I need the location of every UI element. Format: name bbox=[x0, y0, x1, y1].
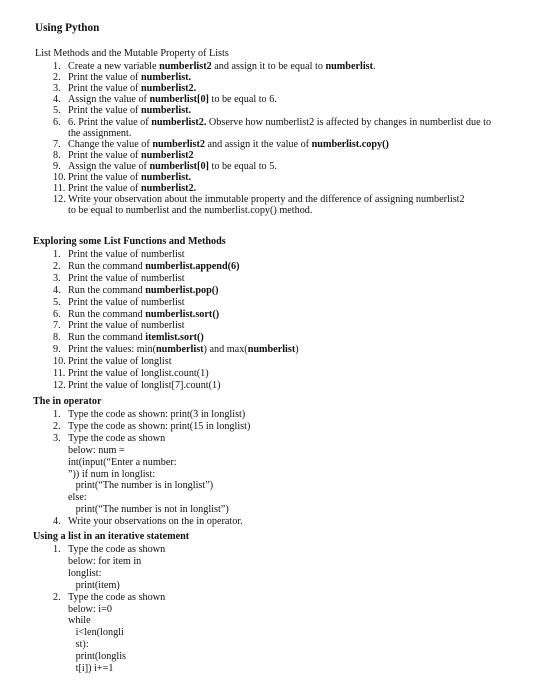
step-fragment: ) and max( bbox=[203, 344, 248, 356]
step-fragment: Change the value of bbox=[68, 138, 153, 150]
step-fragment: Type the code as shown: print(3 in longlist) bbox=[68, 409, 246, 420]
step-number: 3. bbox=[53, 432, 61, 444]
step-text bbox=[68, 183, 196, 194]
step-number: 4. bbox=[53, 516, 61, 528]
step-continuation bbox=[68, 639, 89, 650]
step-number: 1. bbox=[53, 249, 61, 260]
step-fragment: Observe how numberlist2 is affected by changes in numberlist due to bbox=[206, 116, 492, 128]
step-fragment: Print the value of numberlist bbox=[68, 249, 185, 260]
bold-term: numberlist.append(6) bbox=[145, 260, 240, 272]
step-fragment: and assign it to be equal to bbox=[211, 61, 326, 72]
step-text bbox=[68, 309, 219, 320]
step-continuation bbox=[68, 128, 131, 139]
step-text bbox=[68, 117, 491, 128]
step-fragment: to be equal to 5. bbox=[208, 160, 277, 172]
step-number: 2. bbox=[53, 420, 61, 432]
step-continuation bbox=[68, 492, 87, 503]
step-continuation bbox=[68, 663, 113, 674]
step-continuation bbox=[68, 604, 112, 615]
step-fragment: Print the value of bbox=[68, 83, 141, 95]
step-text bbox=[68, 61, 376, 72]
step-number: 4. bbox=[53, 94, 61, 106]
step-text bbox=[68, 433, 165, 444]
step-fragment: while bbox=[68, 615, 91, 627]
step-fragment: print(“The number is not in longlist”) bbox=[68, 504, 229, 516]
step-text bbox=[68, 139, 389, 150]
step-number: 1. bbox=[53, 61, 61, 72]
step-fragment: t[i]) i+=1 bbox=[68, 663, 114, 674]
step-continuation bbox=[68, 457, 177, 468]
step-fragment: Print the value of numberlist bbox=[68, 272, 185, 284]
step-continuation bbox=[68, 627, 124, 638]
step-continuation bbox=[68, 580, 120, 591]
step-number: 1. bbox=[53, 544, 61, 555]
step-fragment: Print the value of longlist.count(1) bbox=[68, 368, 209, 379]
step-number: 9. bbox=[53, 160, 61, 172]
step-fragment: Type the code as shown bbox=[68, 432, 166, 444]
bold-term: numberlist2. bbox=[141, 183, 197, 195]
step-number: 7. bbox=[53, 320, 61, 332]
step-fragment: ) bbox=[295, 344, 299, 356]
step-text bbox=[68, 94, 277, 105]
section-heading-list-functions: Exploring some List Functions and Methods bbox=[33, 236, 226, 247]
step-fragment: to be equal to 6. bbox=[208, 94, 277, 106]
step-continuation bbox=[68, 504, 229, 515]
step-fragment: Print the values: min( bbox=[68, 344, 156, 356]
step-fragment: Type the code as shown: print(15 in longlist) bbox=[68, 420, 251, 432]
step-number: 7. bbox=[53, 138, 61, 150]
step-number: 8. bbox=[53, 332, 61, 344]
step-fragment: Create a new variable bbox=[68, 61, 160, 72]
step-number: 11. bbox=[53, 183, 66, 195]
step-text bbox=[68, 592, 165, 603]
bold-term: numberlist[0] bbox=[149, 94, 209, 106]
step-text bbox=[68, 105, 191, 116]
step-continuation bbox=[68, 480, 213, 491]
step-text bbox=[68, 297, 185, 308]
step-number: 8. bbox=[53, 149, 61, 161]
step-fragment: . bbox=[373, 61, 376, 72]
step-fragment: Run the command bbox=[68, 260, 146, 272]
step-fragment: Print the value of bbox=[68, 149, 141, 161]
step-text bbox=[68, 320, 185, 331]
bold-term: numberlist2 bbox=[159, 61, 212, 72]
section-heading-list-methods: List Methods and the Mutable Property of Lists bbox=[35, 48, 229, 59]
step-text bbox=[68, 421, 250, 432]
bold-term: numberlist2 bbox=[152, 138, 205, 150]
step-fragment: Assign the value of bbox=[68, 160, 150, 172]
step-number: 10. bbox=[53, 356, 66, 368]
step-fragment: Type the code as shown bbox=[68, 591, 166, 603]
step-text bbox=[68, 380, 221, 391]
step-text bbox=[68, 516, 243, 527]
step-fragment: Type the code as shown bbox=[68, 544, 166, 555]
step-number: 3. bbox=[53, 272, 61, 284]
step-text bbox=[68, 356, 172, 367]
bold-term: itemlist.sort() bbox=[145, 332, 204, 344]
step-number: 2. bbox=[53, 72, 61, 84]
step-text bbox=[68, 344, 299, 355]
step-fragment: Write your observation about the immutable property and the difference of assigning numberlist2 bbox=[68, 194, 465, 206]
step-fragment: Print the value of numberlist bbox=[68, 296, 185, 308]
step-text bbox=[68, 172, 191, 183]
step-fragment: below: i=0 bbox=[68, 603, 112, 615]
bold-term: numberlist2. bbox=[141, 83, 197, 95]
step-fragment: ”)) if num in longlist: bbox=[68, 468, 156, 480]
step-fragment: st): bbox=[68, 639, 89, 651]
step-fragment: Run the command bbox=[68, 284, 146, 296]
bold-term: numberlist[0] bbox=[149, 160, 209, 172]
step-number: 3. bbox=[53, 83, 61, 95]
bold-term: numberlist.copy() bbox=[311, 138, 389, 150]
step-text bbox=[68, 150, 194, 161]
step-text bbox=[68, 261, 240, 272]
bold-term: numberlist. bbox=[141, 72, 192, 84]
step-continuation bbox=[68, 568, 101, 579]
bold-term: numberlist2 bbox=[141, 149, 194, 161]
step-text bbox=[68, 83, 196, 94]
step-fragment: Run the command bbox=[68, 308, 146, 320]
step-number: 4. bbox=[53, 284, 61, 296]
step-text bbox=[68, 161, 277, 172]
step-continuation bbox=[68, 615, 91, 626]
step-fragment: the assignment. bbox=[68, 127, 132, 139]
step-fragment: else: bbox=[68, 492, 87, 504]
step-continuation bbox=[68, 469, 155, 480]
step-fragment: and assign it the value of bbox=[204, 138, 312, 150]
step-fragment: 6. Print the value of bbox=[68, 116, 152, 128]
step-number: 9. bbox=[53, 344, 61, 356]
step-number: 5. bbox=[53, 296, 61, 308]
bold-term: numberlist. bbox=[141, 105, 192, 117]
step-number: 6. bbox=[53, 308, 61, 320]
step-fragment: print(longlis bbox=[68, 651, 127, 663]
step-text bbox=[68, 72, 191, 83]
step-fragment: Write your observations on the in operator. bbox=[68, 516, 243, 528]
bold-term: numberlist.sort() bbox=[145, 308, 220, 320]
step-fragment: Print the value of longlist[7].count(1) bbox=[68, 379, 221, 391]
step-fragment: Print the value of longlist bbox=[68, 356, 172, 368]
step-number: 12. bbox=[53, 379, 66, 391]
step-continuation bbox=[68, 651, 126, 662]
step-text bbox=[68, 409, 245, 420]
step-fragment: Print the value of bbox=[68, 72, 141, 84]
step-fragment: i<len(longli bbox=[68, 627, 124, 639]
step-number: 12. bbox=[53, 194, 66, 206]
step-fragment: print(item) bbox=[68, 579, 120, 591]
step-fragment: Run the command bbox=[68, 332, 146, 344]
bold-term: numberlist2. bbox=[151, 116, 207, 128]
step-number: 2. bbox=[53, 591, 61, 603]
step-number: 2. bbox=[53, 260, 61, 272]
step-fragment: Print the value of numberlist bbox=[68, 320, 185, 332]
step-text bbox=[68, 273, 185, 284]
step-number: 6. bbox=[53, 116, 61, 128]
bold-term: numberlist bbox=[156, 344, 204, 356]
bold-term: numberlist bbox=[325, 61, 374, 72]
step-fragment: longlist: bbox=[68, 567, 102, 579]
document-title: Using Python bbox=[35, 22, 100, 34]
bold-term: numberlist bbox=[247, 344, 296, 356]
step-text bbox=[68, 285, 219, 296]
step-fragment: Assign the value of bbox=[68, 94, 150, 106]
step-number: 1. bbox=[53, 409, 61, 420]
step-text bbox=[68, 194, 465, 205]
step-fragment: to be equal to numberlist and the numberlist.copy() method. bbox=[68, 205, 313, 217]
step-number: 5. bbox=[53, 105, 61, 117]
step-continuation bbox=[68, 445, 125, 456]
step-fragment: int(input(“Enter a number: bbox=[68, 456, 177, 468]
step-continuation bbox=[68, 205, 312, 216]
step-continuation bbox=[68, 556, 141, 567]
step-fragment: below: num = bbox=[68, 444, 125, 456]
step-text bbox=[68, 249, 185, 260]
section-heading-in-operator: The in operator bbox=[33, 396, 102, 407]
step-fragment: print(“The number is in longlist”) bbox=[68, 480, 214, 492]
step-fragment: Print the value of bbox=[68, 183, 141, 195]
step-text bbox=[68, 368, 209, 379]
section-heading-iterative: Using a list in an iterative statement bbox=[33, 531, 190, 542]
step-text bbox=[68, 332, 204, 343]
bold-term: numberlist.pop() bbox=[145, 284, 219, 296]
step-fragment: below: for item in bbox=[68, 555, 142, 567]
step-fragment: Print the value of bbox=[68, 105, 141, 117]
step-text bbox=[68, 544, 165, 555]
step-number: 11. bbox=[53, 368, 66, 379]
step-fragment: Print the value of bbox=[68, 172, 141, 183]
bold-term: numberlist. bbox=[141, 172, 192, 183]
step-number: 10. bbox=[53, 172, 66, 183]
